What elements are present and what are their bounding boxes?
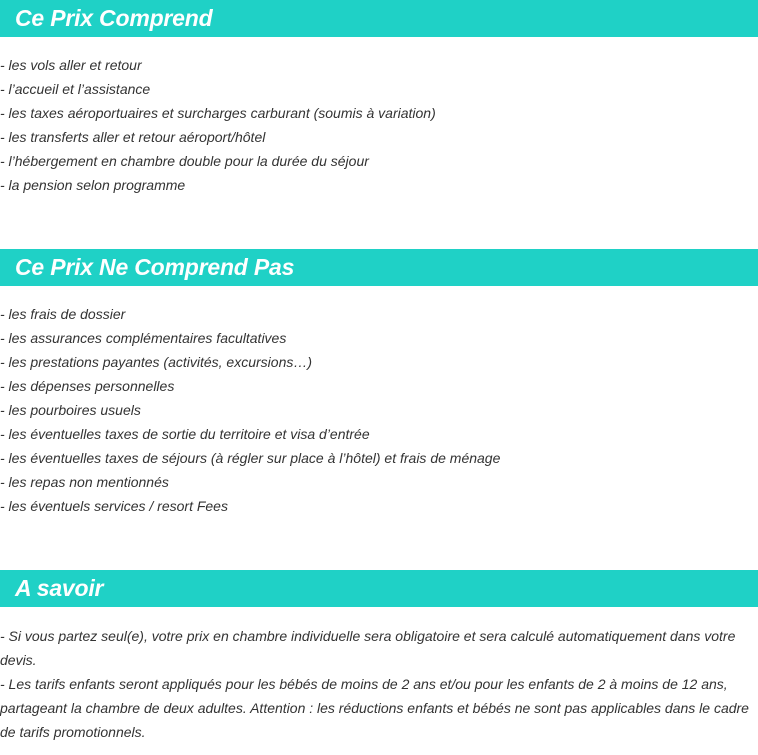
section-not-included bbox=[0, 249, 758, 518]
list-item: - les dépenses personnelles bbox=[0, 378, 175, 394]
section-a-savoir bbox=[0, 570, 758, 744]
list-item: - les repas non mentionnés bbox=[0, 474, 169, 490]
list-item: - l’hébergement en chambre double pour la durée du séjour bbox=[0, 153, 369, 169]
section-title-included: Ce Prix Comprend bbox=[15, 5, 213, 31]
section-header-not-included bbox=[0, 249, 758, 286]
list-item: - l’accueil et l’assistance bbox=[0, 81, 151, 97]
list-item: - Les tarifs enfants seront appliqués pour les bébés de moins de 2 ans et/ou pour les enfants de 2 à moins de 12 ans, partageant la chambre de deux adultes. Attention : les réductions enfants et bébés ne sont pas applicables dans le cadre de tarifs promotionnels. bbox=[0, 676, 749, 740]
list-item: - les éventuelles taxes de séjours (à régler sur place à l’hôtel) et frais de ménage bbox=[0, 450, 501, 466]
list-item: - les transferts aller et retour aéroport/hôtel bbox=[0, 129, 266, 145]
section-title-not-included: Ce Prix Ne Comprend Pas bbox=[15, 254, 295, 280]
section-title-a-savoir: A savoir bbox=[15, 575, 104, 601]
not-included-list bbox=[0, 302, 758, 518]
section-included bbox=[0, 0, 758, 197]
list-item: - Si vous partez seul(e), votre prix en chambre individuelle sera obligatoire et sera calculé automatiquement dans votre devis. bbox=[0, 628, 736, 668]
section-header-included bbox=[0, 0, 758, 37]
list-item: - les frais de dossier bbox=[0, 306, 126, 322]
list-item: - la pension selon programme bbox=[0, 177, 186, 193]
list-item: - les vols aller et retour bbox=[0, 57, 142, 73]
list-item: - les pourboires usuels bbox=[0, 402, 141, 418]
list-item: - les éventuelles taxes de sortie du territoire et visa d’entrée bbox=[0, 426, 370, 442]
list-item: - les assurances complémentaires facultatives bbox=[0, 330, 287, 346]
included-list bbox=[0, 53, 758, 197]
list-item: - les prestations payantes (activités, excursions…) bbox=[0, 354, 313, 370]
a-savoir-list bbox=[0, 624, 758, 744]
list-item: - les éventuels services / resort Fees bbox=[0, 498, 228, 514]
section-header-a-savoir bbox=[0, 570, 758, 607]
list-item: - les taxes aéroportuaires et surcharges carburant (soumis à variation) bbox=[0, 105, 436, 121]
